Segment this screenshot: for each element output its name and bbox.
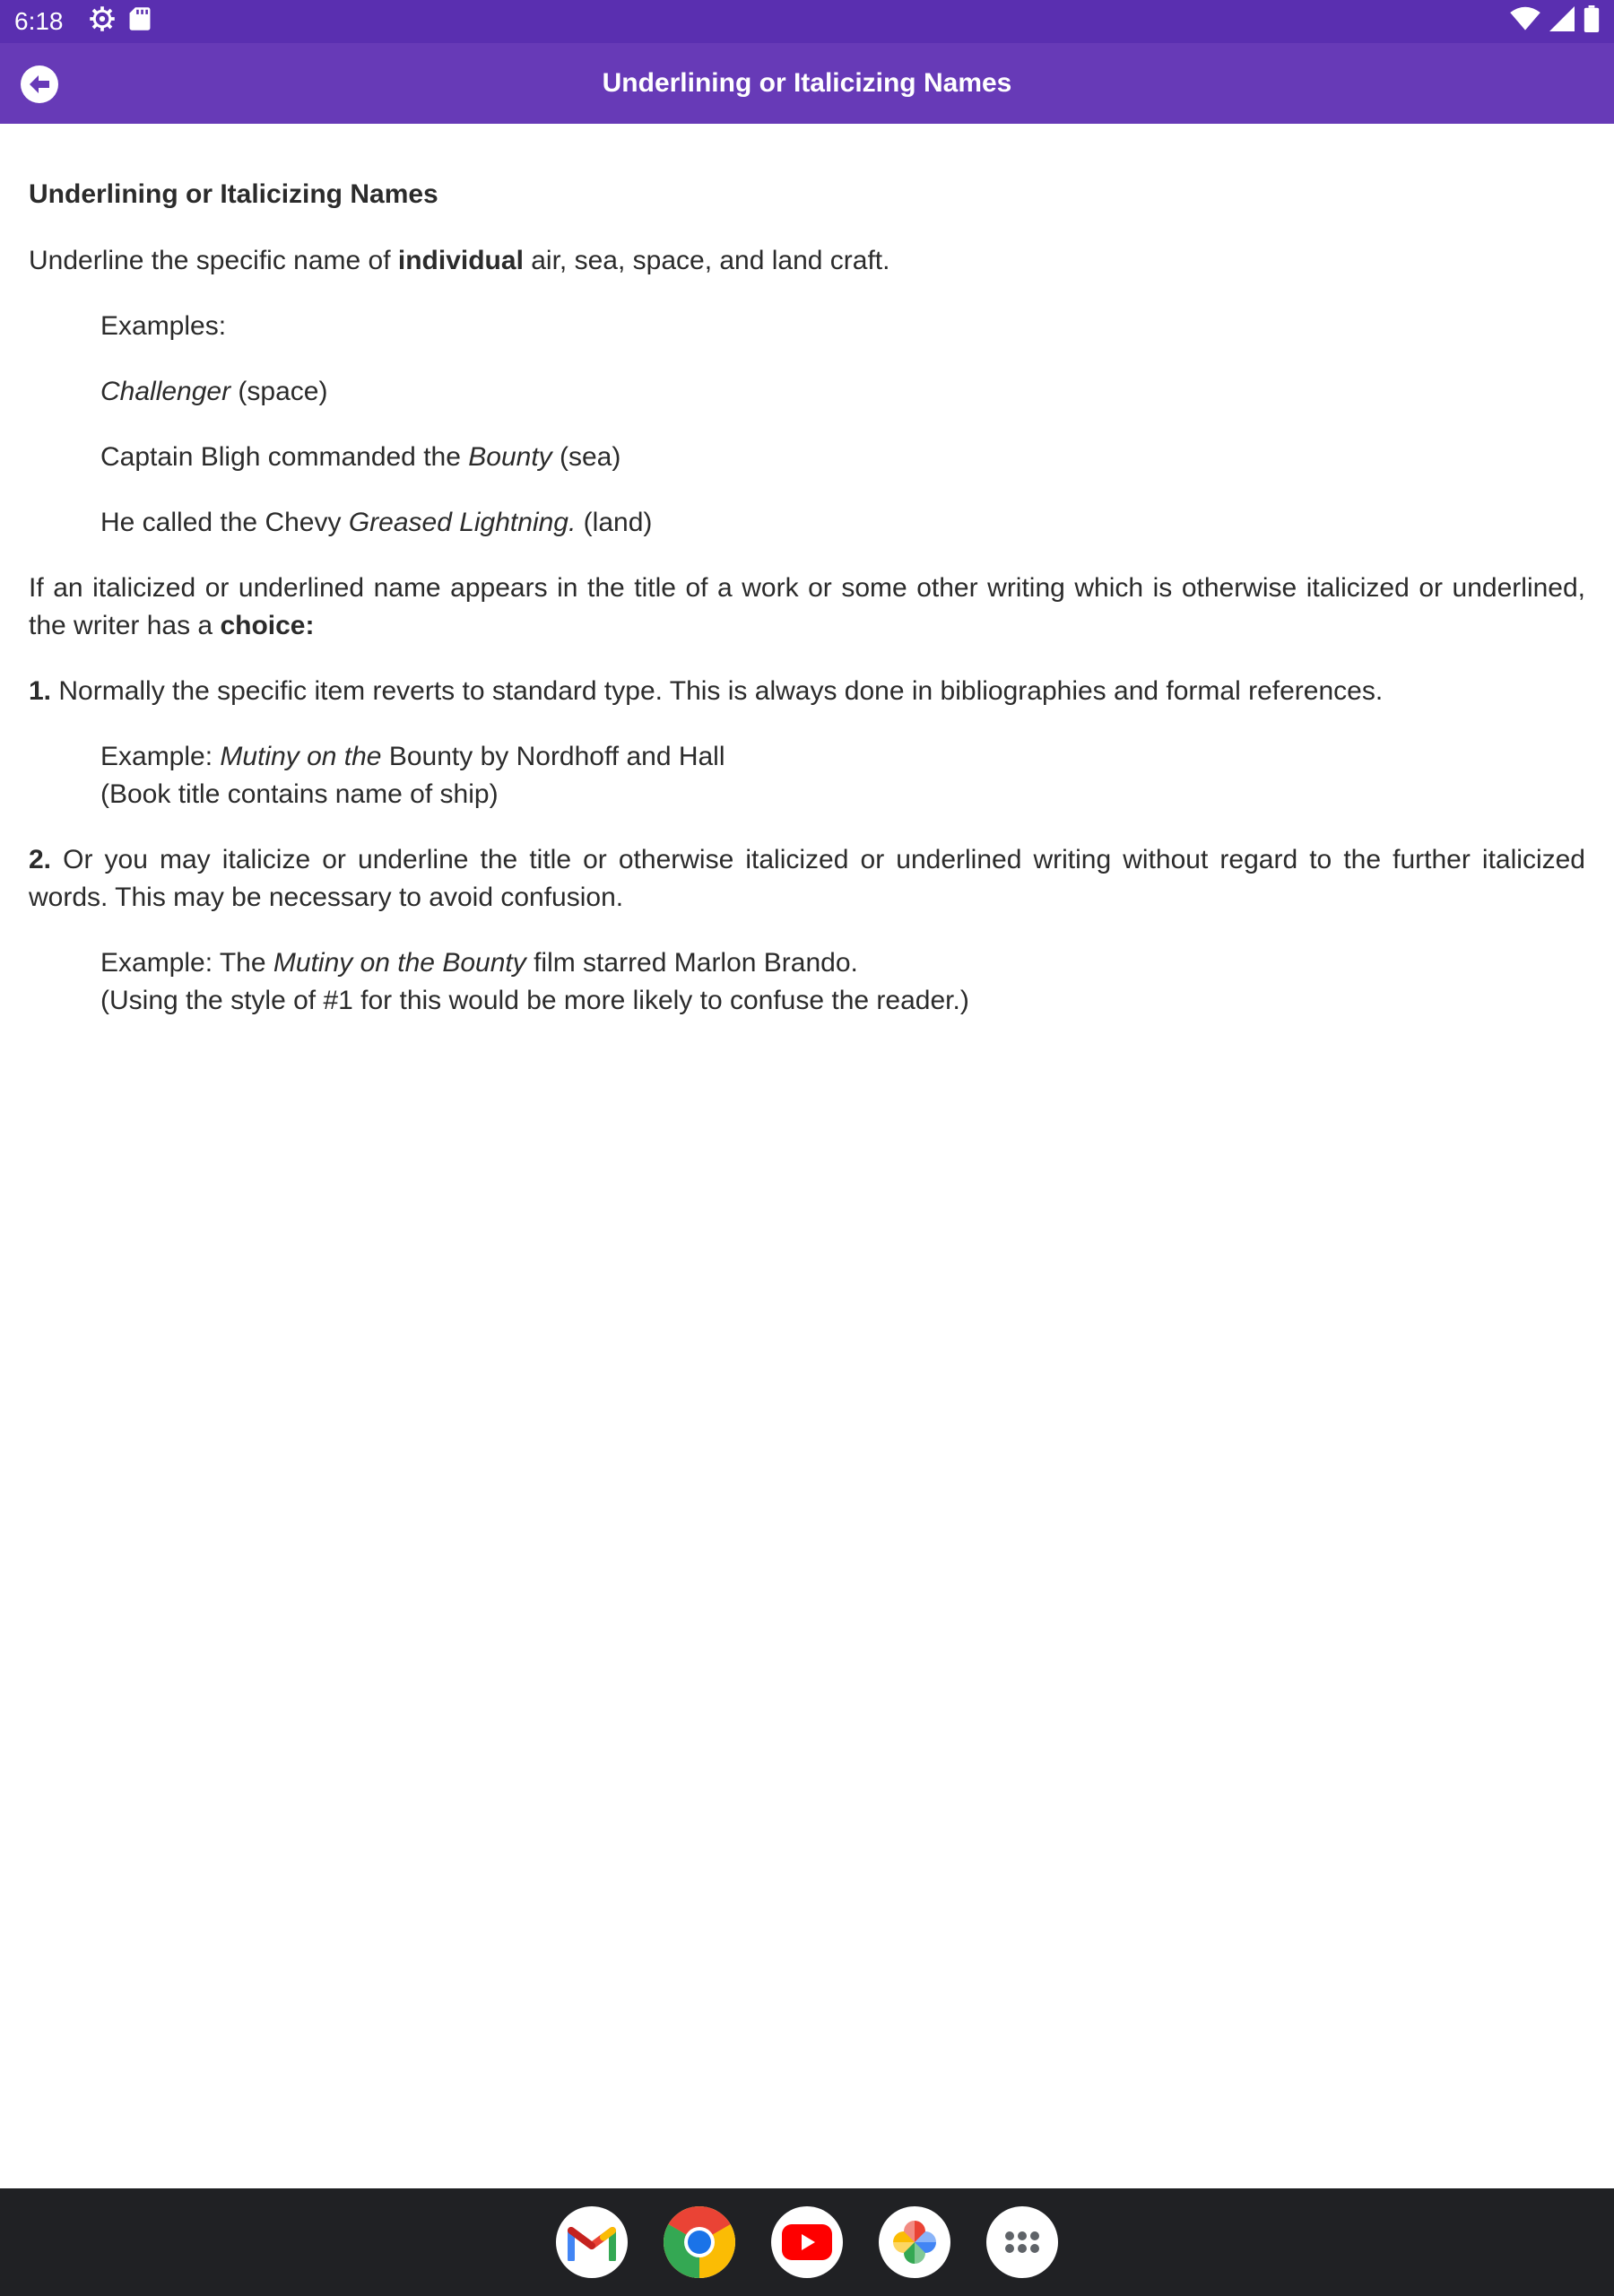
page-title: Underlining or Italicizing Names [602,68,1012,98]
example-challenger-italic: Challenger [100,377,231,406]
photos-app-icon[interactable] [879,2206,950,2278]
rule-two-example-italic: Mutiny on the Bounty [273,948,526,978]
app-drawer-icon[interactable] [986,2206,1058,2278]
back-button[interactable] [20,66,59,106]
example-bounty-text: Captain Bligh commanded the [100,442,469,472]
chrome-app-icon[interactable] [664,2206,735,2278]
article-content [29,176,1585,1048]
example-bounty-italic: Bounty [468,442,552,472]
sd-card-icon [128,6,152,38]
rule-two-text: Or you may italicize or underline the title or otherwise italicized or underlined writing without regard to the further italicized words. This may be necessary to avoid confusion. [29,845,1585,912]
intro-paragraph [29,242,1585,280]
rule-one-example-label: Example: [100,742,221,771]
intro-text-end: air, sea, space, and land craft. [523,246,890,275]
rule-one-example-note: (Book title contains name of ship) [100,779,499,809]
rule-one-example-text: Bounty by Nordhoff and Hall [381,742,725,771]
rule-two-example-text: film starred Marlon Brando. [525,948,858,978]
gmail-app-icon[interactable] [556,2206,628,2278]
rule-two-number: 2. [29,845,52,874]
wifi-icon [1510,6,1540,38]
choice-text: If an italicized or underlined name appears in the title of a work or some other writing which is otherwise italicized or underlined, the writer has a [29,573,1585,640]
rule-one [29,673,1585,710]
rule-one-example [100,738,1585,813]
example-bounty [100,439,1585,476]
example-challenger [100,373,1585,411]
intro-text: Underline the specific name of [29,246,398,275]
article-heading: Underlining or Italicizing Names [29,179,438,209]
rule-two-example [100,944,1585,1020]
status-time: 6:18 [14,7,64,35]
example-challenger-text: (space) [230,377,328,406]
example-chevy-text-end: (land) [576,508,653,537]
rule-one-example-italic: Mutiny on the [220,742,382,771]
example-chevy-italic: Greased Lightning. [348,508,577,537]
example-chevy [100,504,1585,542]
intro-bold: individual [397,246,524,275]
taskbar-dock [0,2188,1614,2296]
rule-two-example-label: Example: The [100,948,273,978]
battery-icon [1584,5,1600,39]
rule-one-number: 1. [29,676,52,706]
rule-one-text: Normally the specific item reverts to standard type. This is always done in bibliographies and formal references. [51,676,1384,706]
status-bar [0,0,1614,43]
examples-label: Examples: [100,311,227,341]
back-arrow-icon [20,65,59,109]
youtube-app-icon[interactable] [771,2206,843,2278]
rule-two [29,841,1585,917]
rule-two-example-note: (Using the style of #1 for this would be more likely to confuse the reader.) [100,986,969,1015]
cell-signal-icon [1549,6,1575,38]
example-bounty-text-end: (sea) [551,442,621,472]
example-chevy-text: He called the Chevy [100,508,349,537]
app-bar [0,43,1614,124]
choice-bold: choice: [220,611,315,640]
settings-gear-icon [89,5,116,39]
choice-paragraph [29,570,1585,645]
